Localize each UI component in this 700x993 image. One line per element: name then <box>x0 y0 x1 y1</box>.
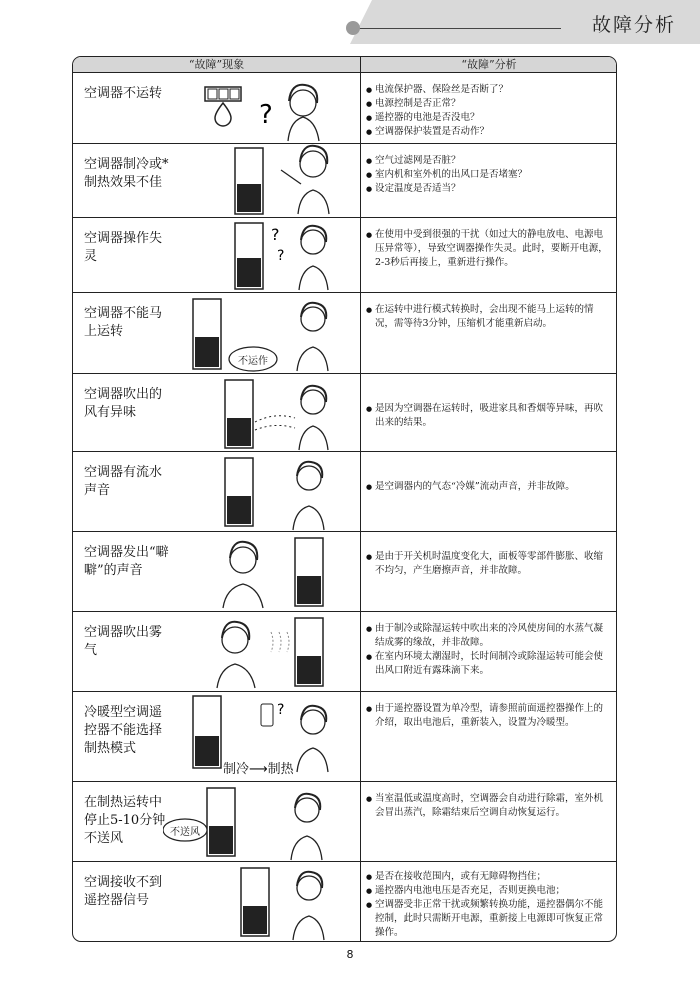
cause-list <box>366 480 612 494</box>
symptom-text: 空调器有流水声音 <box>84 465 163 498</box>
list-item: ● 电流保护器、保险丝是否断了？ <box>366 83 612 97</box>
symptom-text: 空调器吹出雾气 <box>84 625 163 658</box>
ac-unit-figure <box>163 612 358 692</box>
table-row <box>73 374 616 452</box>
list-item: ● 是否在接收范围内，或有无障碍物挡住； <box>366 870 612 884</box>
list-item: ● 遥控器的电池是否没电？ <box>366 111 612 125</box>
figure-label: 不送风 <box>170 827 200 838</box>
table-row <box>73 218 616 293</box>
illustration <box>163 862 358 942</box>
table-row <box>73 692 616 782</box>
col-symptom-header: “故障”现象 <box>188 58 245 71</box>
ac-unit-figure <box>163 532 358 612</box>
list-item: ● 空调器保护装置是否动作？ <box>366 125 612 139</box>
ac-unit-figure <box>163 452 358 532</box>
list-item: ● 由于制冷或除湿运转中吹出来的冷风使房间的水蒸气凝结成雾的缘故，并非故障。 <box>366 622 612 650</box>
table-row <box>73 452 616 532</box>
symptom-text: 空调接收不到遥控器信号 <box>84 875 163 908</box>
ac-unit-figure <box>163 218 358 293</box>
ac-unit-figure <box>163 782 358 862</box>
illustration <box>163 452 358 531</box>
header-dot <box>346 21 360 35</box>
cause-list <box>366 702 612 730</box>
list-item: ● 当室温低或温度高时，空调器会自动进行除霜，室外机会冒出蒸汽，除霜结束后空调自动恢复运行。 <box>366 792 612 820</box>
symptom-text: 空调器不能马上运转 <box>84 306 163 339</box>
table-row <box>73 144 616 218</box>
list-item: ● 是因为空调器在运转时，吸进家具和香烟等异味，再吹出来的结果。 <box>366 402 612 430</box>
page-title: 故障分析 <box>591 14 676 36</box>
figure-label: 制冷⟶制热 <box>223 762 294 777</box>
illustration <box>163 612 358 691</box>
illustration <box>163 782 358 861</box>
list-item: ● 在运转中进行模式转换时，会出现不能马上运转的情况，需等待3分钟，压缩机才能重新启动。 <box>366 303 612 331</box>
fault-table <box>72 56 617 942</box>
fuse-display-figure <box>163 73 358 144</box>
cause-list <box>366 402 612 430</box>
symptom-text: 空调器不运转 <box>84 86 163 101</box>
table-row <box>73 532 616 612</box>
list-item: ● 在使用中受到很强的干扰（如过大的静电放电、电源电压异常等），导致空调器操作失灵。此时，要断开电源，2-3秒后再接上，重新进行操作。 <box>366 228 612 270</box>
cause-list <box>366 154 612 196</box>
cause-list <box>366 792 612 820</box>
table-row <box>73 73 616 144</box>
illustration <box>163 692 358 781</box>
illustration <box>163 218 358 292</box>
cause-list <box>366 870 612 940</box>
table-row <box>73 612 616 692</box>
symptom-text: 空调器制冷或*制热效果不佳 <box>84 157 169 190</box>
cause-list <box>366 83 612 139</box>
svg-text:?: ? <box>277 248 285 264</box>
symptom-text: 在制热运转中停止5-10分钟不送风 <box>84 795 166 846</box>
header-rule <box>356 28 561 29</box>
cause-list <box>366 228 612 270</box>
list-item: ● 空气过滤网是否脏？ <box>366 154 612 168</box>
illustration <box>163 532 358 611</box>
list-item: ● 室内机和室外机的出风口是否堵塞？ <box>366 168 612 182</box>
symptom-text: 空调器发出“噼噼”的声音 <box>84 545 169 578</box>
illustration <box>163 144 358 217</box>
illustration <box>163 73 358 143</box>
ac-unit-figure <box>163 374 358 452</box>
table-row <box>73 782 616 862</box>
illustration <box>163 374 358 451</box>
list-item: ● 空调器受非正常干扰或频繁转换功能，遥控器偶尔不能控制，此时只需断开电源，重新接上电源即可恢复正常操作。 <box>366 898 612 940</box>
table-row <box>73 862 616 942</box>
figure-label: 不运作 <box>238 356 268 367</box>
list-item: ● 是由于开关机时温度变化大，面板等零部件膨胀、收缩不均匀，产生磨擦声音，并非故障。 <box>366 550 612 578</box>
symptom-text: 空调器吹出的风有异味 <box>84 387 163 420</box>
col-cause-header: “故障”分析 <box>461 58 517 71</box>
ac-unit-figure <box>163 144 358 218</box>
list-item: ● 遥控器内电池电压是否充足，否则更换电池； <box>366 884 612 898</box>
list-item: ● 由于遥控器设置为单冷型，请参照前面遥控器操作上的介绍，取出电池后，重新装入，设置为冷暖型。 <box>366 702 612 730</box>
ac-unit-figure <box>163 862 358 942</box>
cause-list <box>366 303 612 331</box>
page-number: 8 <box>346 948 354 961</box>
cause-list <box>366 550 612 578</box>
list-item: ● 在室内环境太潮湿时，长时间制冷或除湿运转可能会使出风口附近有露珠滴下来。 <box>366 650 612 678</box>
svg-text:?: ? <box>271 225 280 244</box>
illustration <box>163 293 358 373</box>
list-item: ● 设定温度是否适当？ <box>366 182 612 196</box>
table-header <box>73 57 616 73</box>
svg-text:?: ? <box>259 100 273 130</box>
symptom-text: 冷暖型空调遥控器不能选择制热模式 <box>84 705 163 756</box>
svg-text:?: ? <box>277 702 285 718</box>
cause-list <box>366 622 612 678</box>
symptom-text: 空调器操作失灵 <box>84 231 163 264</box>
list-item: ● 电源控制是否正常？ <box>366 97 612 111</box>
list-item: ● 是空调器内的气态“冷媒”流动声音，并非故障。 <box>366 480 612 494</box>
table-row <box>73 293 616 374</box>
